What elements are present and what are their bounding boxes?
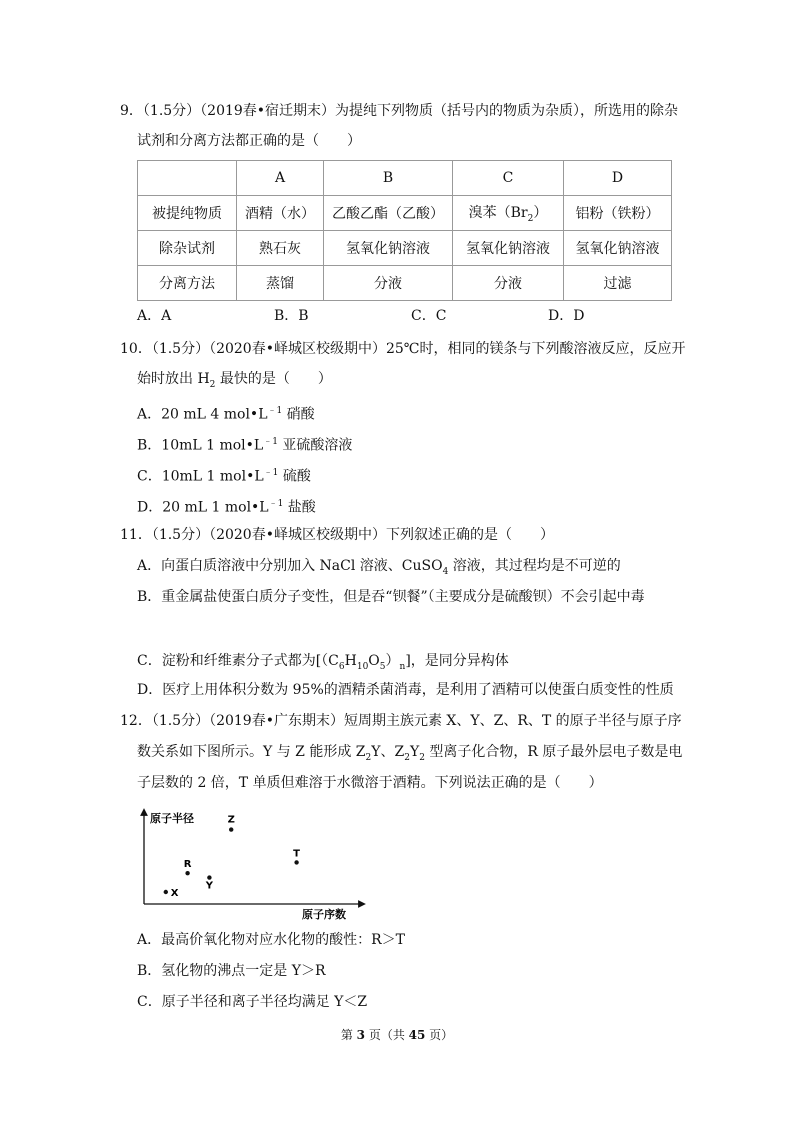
q10-option-a xyxy=(137,401,315,425)
subscript: 5 xyxy=(379,661,386,672)
page-footer xyxy=(0,1026,794,1043)
data-point-t xyxy=(294,860,298,864)
q10-option-c xyxy=(137,463,311,487)
q11-option-b: B．重金属盐使蛋白质分子变性，但是吞“钡餐”（主要成分是硫酸钡）不会引起中毒 xyxy=(137,589,645,605)
table-cell: 铝粉（铁粉） xyxy=(564,196,672,231)
table-header-row xyxy=(138,161,672,196)
table-row xyxy=(138,231,672,266)
q9-option-b: B．B xyxy=(274,308,309,324)
q9-stem-line2: 试剂和分离方法都正确的是（ ） xyxy=(137,133,361,149)
superscript: ﹣1 xyxy=(267,406,283,416)
cell-text: 溴苯（Br xyxy=(468,205,528,222)
cell-text: ） xyxy=(533,205,548,222)
table-cell: 酒精（水） xyxy=(237,196,324,231)
q12-option-c: C．原子半径和离子半径均满足 Y＜Z xyxy=(137,994,368,1010)
q12-stem-line2 xyxy=(137,742,682,768)
q10-stem-line2 xyxy=(137,369,332,395)
q12-stem-line3: 子层数的 2 倍，T 单质但难溶于水微溶于酒精。下列说法正确的是（ ） xyxy=(137,775,603,791)
point-label-t: T xyxy=(293,848,301,860)
table-cell: 蒸馏 xyxy=(237,266,324,301)
text-span: 硝酸 xyxy=(282,406,315,423)
text-span: 溶液，其过程均是不可逆的 xyxy=(448,558,621,574)
q9-table xyxy=(137,160,672,301)
text-span: 亚硫酸溶液 xyxy=(277,437,353,454)
point-label-y: Y xyxy=(205,880,214,892)
text-span: A．20 mL 4 mol•L xyxy=(137,406,268,423)
text-span: C．10mL 1 mol•L xyxy=(137,468,264,485)
table-cell xyxy=(453,196,564,231)
q9-option-d: D．D xyxy=(548,308,585,324)
data-point-y xyxy=(207,875,211,879)
text-span: 第 xyxy=(340,1028,357,1042)
text-span: 页（共 xyxy=(365,1028,409,1042)
table-header-cell xyxy=(138,161,237,196)
text-span: 页） xyxy=(425,1028,454,1042)
text-span: 盐酸 xyxy=(283,499,316,516)
table-header-cell: A xyxy=(237,161,324,196)
table-cell: 熟石灰 xyxy=(237,231,324,266)
data-points xyxy=(164,815,301,899)
text-span: ]，是同分异构体 xyxy=(405,653,509,669)
subscript: 2 xyxy=(365,752,372,763)
q9-stem-line1: 9．（1.5分）（2019春•宿迁期末）为提纯下列物质（括号内的物质为杂质），所选用的除杂 xyxy=(120,103,679,119)
q11-option-c xyxy=(137,651,509,677)
text-span: Y、Z xyxy=(371,744,405,760)
superscript: ﹣1 xyxy=(268,499,284,509)
text-span: D．20 mL 1 mol•L xyxy=(137,499,269,516)
text-span: Y xyxy=(409,744,420,760)
q12-stem-line1: 12．（1.5分）（2019春•广东期末）短周期主族元素 X、Y、Z、R、T 的原子半径与原子序 xyxy=(120,713,682,729)
q10-stem-line1: 10．（1.5分）（2020春•峄城区校级期中）25℃时，相同的镁条与下列酸溶液反应，反应开 xyxy=(120,341,686,357)
table-cell: 氢氧化钠溶液 xyxy=(453,231,564,266)
text-span: 最快的是（ ） xyxy=(215,371,332,387)
table-cell: 过滤 xyxy=(564,266,672,301)
table-row xyxy=(138,266,672,301)
subscript: 2 xyxy=(527,213,534,224)
subscript: 6 xyxy=(338,661,345,672)
text-span: H xyxy=(344,653,357,669)
subscript: 2 xyxy=(404,752,410,763)
q10-option-b xyxy=(137,432,352,456)
table-cell: 分液 xyxy=(324,266,453,301)
subscript: 2 xyxy=(209,379,216,390)
subscript: 4 xyxy=(442,566,449,577)
q12-option-a: A．最高价氧化物对应水化物的酸性：R＞T xyxy=(137,932,405,948)
subscript: 10 xyxy=(356,661,369,672)
table-header-cell: B xyxy=(324,161,453,196)
text-span: A．向蛋白质溶液中分别加入 NaCl 溶液、CuSO xyxy=(137,558,443,574)
superscript: ﹣1 xyxy=(263,437,278,447)
q12-option-b: B．氢化物的沸点一定是 Y＞R xyxy=(137,963,326,979)
table-cell: 氢氧化钠溶液 xyxy=(324,231,453,266)
point-label-r: R xyxy=(183,859,192,871)
data-point-z xyxy=(229,827,233,831)
table-cell: 氢氧化钠溶液 xyxy=(564,231,672,266)
q9-option-a: A．A xyxy=(137,308,172,324)
atomic-radius-chart xyxy=(130,808,370,920)
table-row xyxy=(138,196,672,231)
table-cell: 分液 xyxy=(453,266,564,301)
subscript: 2 xyxy=(419,752,425,763)
table-cell: 分离方法 xyxy=(138,266,237,301)
text-span: 硫酸 xyxy=(278,468,311,485)
y-axis-label: 原子半径 xyxy=(150,812,194,825)
table-cell: 除杂试剂 xyxy=(138,231,237,266)
x-axis-label: 原子序数 xyxy=(302,908,346,920)
table-header-cell: D xyxy=(564,161,672,196)
text-span: ） xyxy=(385,653,400,669)
text-span: B．10mL 1 mol•L xyxy=(137,437,264,454)
q11-option-a xyxy=(137,556,621,582)
page-total: 45 xyxy=(408,1028,426,1042)
q11-option-d: D．医疗上用体积分数为 95%的酒精杀菌消毒，是利用了酒精可以使蛋白质变性的性质 xyxy=(137,682,674,698)
data-point-r xyxy=(185,871,189,875)
text-span: 数关系如下图所示。Y 与 Z 能形成 Z xyxy=(137,744,366,760)
text-span: 始时放出 H xyxy=(137,371,210,387)
q11-stem: 11．（1.5分）（2020春•峄城区校级期中）下列叙述正确的是（ ） xyxy=(120,527,554,543)
superscript: ﹣1 xyxy=(263,468,279,478)
table-header-cell: C xyxy=(453,161,564,196)
table-cell: 乙酸乙酯（乙酸） xyxy=(324,196,453,231)
table-cell: 被提纯物质 xyxy=(138,196,237,231)
subscript: n xyxy=(399,661,406,672)
text-span: C．淀粉和纤维素分子式都为[（C xyxy=(137,653,339,669)
point-label-x: X xyxy=(170,888,179,899)
point-label-z: Z xyxy=(227,814,235,826)
text-span: O xyxy=(368,653,380,669)
q9-option-c: C．C xyxy=(411,308,447,324)
data-point-x xyxy=(164,890,168,894)
page-number: 3 xyxy=(356,1028,365,1042)
q10-option-d xyxy=(137,494,316,518)
text-span: 型离子化合物，R 原子最外层电子数是电 xyxy=(424,744,683,760)
